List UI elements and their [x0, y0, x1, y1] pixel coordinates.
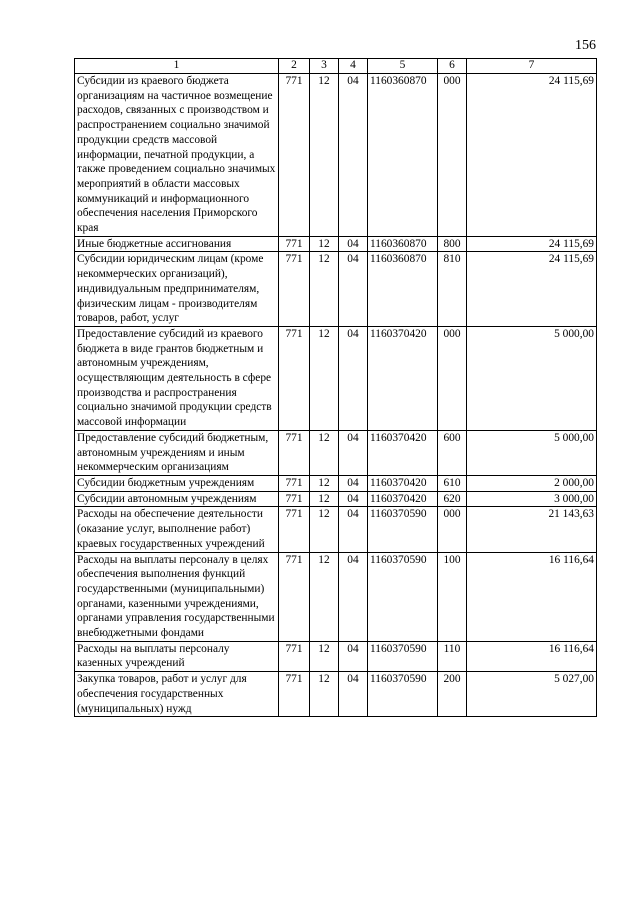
- row-code-ministry: 771: [279, 430, 310, 475]
- row-code-subsection: 04: [339, 236, 368, 252]
- row-amount: 5 000,00: [467, 430, 597, 475]
- row-code-expense-type: 200: [438, 672, 467, 717]
- row-code-subsection: 04: [339, 326, 368, 430]
- row-code-subsection: 04: [339, 74, 368, 237]
- row-code-expense-type: 600: [438, 430, 467, 475]
- row-code-subsection: 04: [339, 475, 368, 491]
- row-code-subsection: 04: [339, 672, 368, 717]
- row-code-target: 1160370420: [368, 430, 438, 475]
- row-code-subsection: 04: [339, 491, 368, 507]
- row-code-section: 12: [310, 475, 339, 491]
- row-name: Субсидии юридическим лицам (кроме некоммерческих организаций), индивидуальным предпринимателям, физическим лицам - производителям товаров, работ, услуг: [75, 252, 279, 327]
- row-code-ministry: 771: [279, 641, 310, 671]
- table-row: [75, 475, 597, 491]
- row-code-section: 12: [310, 672, 339, 717]
- column-header-4: 4: [339, 59, 368, 74]
- row-code-target: 1160370590: [368, 507, 438, 552]
- row-code-section: 12: [310, 326, 339, 430]
- row-amount: 5 000,00: [467, 326, 597, 430]
- column-header-1: 1: [75, 59, 279, 74]
- column-header-3: 3: [310, 59, 339, 74]
- column-header-7: 7: [467, 59, 597, 74]
- row-code-ministry: 771: [279, 552, 310, 641]
- table-row: [75, 641, 597, 671]
- row-code-target: 1160370590: [368, 672, 438, 717]
- table-row: [75, 430, 597, 475]
- row-code-section: 12: [310, 252, 339, 327]
- row-code-expense-type: 000: [438, 74, 467, 237]
- row-code-ministry: 771: [279, 672, 310, 717]
- table-row: [75, 491, 597, 507]
- row-code-ministry: 771: [279, 475, 310, 491]
- row-code-expense-type: 110: [438, 641, 467, 671]
- header-row: [75, 59, 597, 74]
- row-code-expense-type: 800: [438, 236, 467, 252]
- row-name: Расходы на выплаты персоналу в целях обеспечения выполнения функций государственными (муниципальными) органами, казенными учреждениями, органами управления государственными внебюджетными фондами: [75, 552, 279, 641]
- row-name: Иные бюджетные ассигнования: [75, 236, 279, 252]
- row-amount: 16 116,64: [467, 641, 597, 671]
- table-row: [75, 326, 597, 430]
- row-code-target: 1160370420: [368, 326, 438, 430]
- table-row: [75, 236, 597, 252]
- row-amount: 24 115,69: [467, 74, 597, 237]
- row-code-target: 1160370590: [368, 641, 438, 671]
- row-name: Расходы на выплаты персоналу казенных учреждений: [75, 641, 279, 671]
- row-name: Субсидии из краевого бюджета организациям на частичное возмещение расходов, связанных с производством и распространением социально значимой продукции средств массовой информации, печатной продукции, а также проведением социально значимых мероприятий в области массовых коммуникаций и информационного обеспечения населения Приморского края: [75, 74, 279, 237]
- row-code-ministry: 771: [279, 326, 310, 430]
- row-name: Расходы на обеспечение деятельности (оказание услуг, выполнение работ) краевых государственных учреждений: [75, 507, 279, 552]
- row-code-target: 1160360870: [368, 236, 438, 252]
- row-name: Закупка товаров, работ и услуг для обеспечения государственных (муниципальных) нужд: [75, 672, 279, 717]
- row-code-ministry: 771: [279, 236, 310, 252]
- row-name: Предоставление субсидий бюджетным, автономным учреждениям и иным некоммерческим организациям: [75, 430, 279, 475]
- row-code-section: 12: [310, 491, 339, 507]
- row-amount: 16 116,64: [467, 552, 597, 641]
- row-code-section: 12: [310, 236, 339, 252]
- column-header-2: 2: [279, 59, 310, 74]
- row-code-target: 1160370420: [368, 475, 438, 491]
- row-code-section: 12: [310, 430, 339, 475]
- row-code-subsection: 04: [339, 507, 368, 552]
- row-code-ministry: 771: [279, 252, 310, 327]
- row-name: Предоставление субсидий из краевого бюджета в виде грантов бюджетным и автономным учреждениям, осуществляющим деятельность в сфере производства и распространения социально значимой продукции средств массовой информации: [75, 326, 279, 430]
- row-amount: 2 000,00: [467, 475, 597, 491]
- column-header-6: 6: [438, 59, 467, 74]
- row-code-section: 12: [310, 507, 339, 552]
- row-code-expense-type: 000: [438, 507, 467, 552]
- row-amount: 3 000,00: [467, 491, 597, 507]
- row-code-section: 12: [310, 552, 339, 641]
- row-amount: 24 115,69: [467, 252, 597, 327]
- row-code-subsection: 04: [339, 641, 368, 671]
- row-code-section: 12: [310, 74, 339, 237]
- row-amount: 24 115,69: [467, 236, 597, 252]
- table-row: [75, 252, 597, 327]
- row-code-target: 1160360870: [368, 74, 438, 237]
- row-name: Субсидии автономным учреждениям: [75, 491, 279, 507]
- table-row: [75, 507, 597, 552]
- page-number: 156: [575, 38, 596, 53]
- row-amount: 5 027,00: [467, 672, 597, 717]
- row-name: Субсидии бюджетным учреждениям: [75, 475, 279, 491]
- table-row: [75, 552, 597, 641]
- table-row: [75, 74, 597, 237]
- row-code-expense-type: 100: [438, 552, 467, 641]
- row-code-subsection: 04: [339, 430, 368, 475]
- row-code-subsection: 04: [339, 252, 368, 327]
- row-code-expense-type: 000: [438, 326, 467, 430]
- table-row: [75, 672, 597, 717]
- budget-table: [74, 58, 597, 717]
- row-code-ministry: 771: [279, 491, 310, 507]
- row-code-ministry: 771: [279, 507, 310, 552]
- row-code-expense-type: 610: [438, 475, 467, 491]
- row-code-ministry: 771: [279, 74, 310, 237]
- row-code-target: 1160370590: [368, 552, 438, 641]
- row-code-target: 1160360870: [368, 252, 438, 327]
- row-amount: 21 143,63: [467, 507, 597, 552]
- row-code-expense-type: 810: [438, 252, 467, 327]
- row-code-target: 1160370420: [368, 491, 438, 507]
- column-header-5: 5: [368, 59, 438, 74]
- row-code-expense-type: 620: [438, 491, 467, 507]
- row-code-subsection: 04: [339, 552, 368, 641]
- row-code-section: 12: [310, 641, 339, 671]
